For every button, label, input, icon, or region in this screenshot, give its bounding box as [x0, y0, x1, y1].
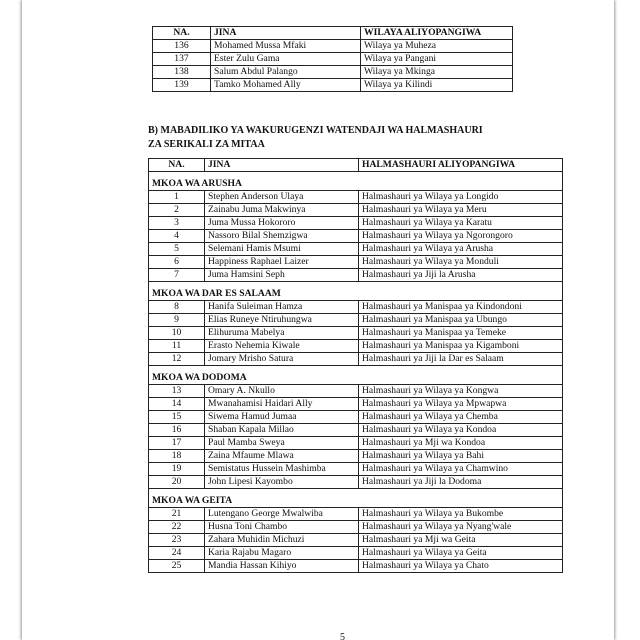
header-na: NA.	[149, 159, 205, 172]
cell-number: 13	[149, 385, 205, 398]
table-row	[149, 314, 563, 327]
table-row	[149, 560, 563, 573]
cell-name: Omary A. Nkullo	[205, 385, 359, 398]
cell-number: 3	[149, 217, 205, 230]
table-row	[149, 450, 563, 463]
cell-name: Zahara Muhidin Michuzi	[205, 534, 359, 547]
cell-halmashauri: Halmashauri ya Jiji la Arusha	[359, 269, 563, 282]
table-row	[153, 40, 513, 53]
cell-halmashauri: Halmashauri ya Wilaya ya Chamwino	[359, 463, 563, 476]
table-header-row	[153, 27, 513, 40]
cell-halmashauri: Halmashauri ya Jiji la Dar es Salaam	[359, 353, 563, 366]
table-row	[149, 385, 563, 398]
cell-number: 10	[149, 327, 205, 340]
header-jina: JINA	[205, 159, 359, 172]
table-row	[149, 204, 563, 217]
cell-wilaya: Wilaya ya Muheza	[361, 40, 513, 53]
table-row	[149, 269, 563, 282]
table-wilaya	[152, 26, 513, 92]
cell-number: 18	[149, 450, 205, 463]
table-row	[149, 521, 563, 534]
header-jina: JINA	[211, 27, 361, 40]
region-row	[149, 172, 563, 191]
table-row	[149, 217, 563, 230]
cell-name: Happiness Raphael Laizer	[205, 256, 359, 269]
cell-number: 8	[149, 301, 205, 314]
cell-number: 22	[149, 521, 205, 534]
header-halmashauri: HALMASHAURI ALIYOPANGIWA	[359, 159, 563, 172]
cell-number: 23	[149, 534, 205, 547]
region-heading: MKOA WA GEITA	[149, 489, 563, 508]
cell-name: Mwanahamisi Haidari Ally	[205, 398, 359, 411]
cell-name: John Lipesi Kayombo	[205, 476, 359, 489]
cell-halmashauri: Halmashauri ya Mji wa Kondoa	[359, 437, 563, 450]
cell-halmashauri: Halmashauri ya Manispaa ya Kigamboni	[359, 340, 563, 353]
cell-number: 24	[149, 547, 205, 560]
header-wilaya: WILAYA ALIYOPANGIWA	[361, 27, 513, 40]
table-row	[149, 411, 563, 424]
cell-name: Shaban Kapala Millao	[205, 424, 359, 437]
cell-halmashauri: Halmashauri ya Wilaya ya Kondoa	[359, 424, 563, 437]
cell-name: Nassoro Bilal Shemzigwa	[205, 230, 359, 243]
cell-name: Juma Mussa Hokororo	[205, 217, 359, 230]
cell-number: 20	[149, 476, 205, 489]
cell-halmashauri: Halmashauri ya Wilaya ya Monduli	[359, 256, 563, 269]
cell-halmashauri: Halmashauri ya Jiji la Dodoma	[359, 476, 563, 489]
cell-number: 7	[149, 269, 205, 282]
table-row	[149, 508, 563, 521]
cell-name: Tamko Mohamed Ally	[211, 79, 361, 92]
cell-number: 16	[149, 424, 205, 437]
cell-name: Paul Mamba Sweya	[205, 437, 359, 450]
table-row	[149, 301, 563, 314]
cell-wilaya: Wilaya ya Kilindi	[361, 79, 513, 92]
cell-halmashauri: Halmashauri ya Wilaya ya Geita	[359, 547, 563, 560]
table-row	[153, 79, 513, 92]
cell-halmashauri: Halmashauri ya Manispaa ya Kindondoni	[359, 301, 563, 314]
cell-name: Lutengano George Mwalwiba	[205, 508, 359, 521]
table-row	[149, 547, 563, 560]
cell-number: 11	[149, 340, 205, 353]
cell-halmashauri: Halmashauri ya Wilaya ya Nyang'wale	[359, 521, 563, 534]
table-row	[149, 340, 563, 353]
table-row	[149, 191, 563, 204]
table-row	[149, 230, 563, 243]
table-row	[153, 53, 513, 66]
cell-halmashauri: Halmashauri ya Wilaya ya Bahi	[359, 450, 563, 463]
table-row	[149, 243, 563, 256]
table-row	[149, 353, 563, 366]
cell-number: 136	[153, 40, 211, 53]
cell-halmashauri: Halmashauri ya Wilaya ya Meru	[359, 204, 563, 217]
cell-name: Zaina Mfaume Mlawa	[205, 450, 359, 463]
table-row	[149, 327, 563, 340]
table-halmashauri	[148, 158, 563, 573]
cell-name: Ester Zulu Gama	[211, 53, 361, 66]
cell-name: Zainabu Juma Makwinya	[205, 204, 359, 217]
cell-name: Hanifa Suleiman Hamza	[205, 301, 359, 314]
table-row	[149, 424, 563, 437]
cell-halmashauri: Halmashauri ya Manispaa ya Ubungo	[359, 314, 563, 327]
cell-name: Stephen Anderson Ulaya	[205, 191, 359, 204]
region-heading: MKOA WA ARUSHA	[149, 172, 563, 191]
section-heading-b	[148, 124, 483, 152]
cell-number: 138	[153, 66, 211, 79]
cell-halmashauri: Halmashauri ya Wilaya ya Chemba	[359, 411, 563, 424]
table-row	[149, 398, 563, 411]
section-heading-line-1: B) MABADILIKO YA WAKURUGENZI WATENDAJI WA HALMASHAURI	[148, 125, 483, 136]
table-row	[149, 437, 563, 450]
cell-name: Juma Hamsini Seph	[205, 269, 359, 282]
cell-halmashauri: Halmashauri ya Wilaya ya Mpwapwa	[359, 398, 563, 411]
cell-number: 17	[149, 437, 205, 450]
table-row	[149, 256, 563, 269]
cell-number: 12	[149, 353, 205, 366]
table-row	[149, 463, 563, 476]
region-row	[149, 282, 563, 301]
cell-number: 139	[153, 79, 211, 92]
cell-number: 1	[149, 191, 205, 204]
cell-halmashauri: Halmashauri ya Wilaya ya Chato	[359, 560, 563, 573]
table-row	[149, 476, 563, 489]
table-row	[149, 534, 563, 547]
document-page	[22, 0, 614, 640]
region-row	[149, 366, 563, 385]
page-number: 5	[340, 632, 345, 640]
cell-name: Husna Toni Chambo	[205, 521, 359, 534]
cell-name: Karia Rajabu Magaro	[205, 547, 359, 560]
region-heading: MKOA WA DAR ES SALAAM	[149, 282, 563, 301]
cell-name: Salum Abdul Palango	[211, 66, 361, 79]
region-row	[149, 489, 563, 508]
cell-number: 14	[149, 398, 205, 411]
cell-number: 15	[149, 411, 205, 424]
table-header-row	[149, 159, 563, 172]
cell-halmashauri: Halmashauri ya Wilaya ya Arusha	[359, 243, 563, 256]
region-heading: MKOA WA DODOMA	[149, 366, 563, 385]
cell-number: 25	[149, 560, 205, 573]
cell-name: Semistatus Hussein Mashimba	[205, 463, 359, 476]
cell-name: Jomary Mrisho Satura	[205, 353, 359, 366]
cell-halmashauri: Halmashauri ya Mji wa Geita	[359, 534, 563, 547]
cell-name: Siwema Hamud Jumaa	[205, 411, 359, 424]
cell-halmashauri: Halmashauri ya Wilaya ya Longido	[359, 191, 563, 204]
cell-wilaya: Wilaya ya Mkinga	[361, 66, 513, 79]
cell-wilaya: Wilaya ya Pangani	[361, 53, 513, 66]
section-heading-line-2: ZA SERIKALI ZA MITAA	[148, 139, 265, 150]
cell-number: 6	[149, 256, 205, 269]
cell-halmashauri: Halmashauri ya Wilaya ya Ngorongoro	[359, 230, 563, 243]
cell-number: 4	[149, 230, 205, 243]
cell-number: 5	[149, 243, 205, 256]
cell-name: Erasto Nehemia Kiwale	[205, 340, 359, 353]
cell-number: 137	[153, 53, 211, 66]
cell-name: Selemani Hamis Msumi	[205, 243, 359, 256]
cell-halmashauri: Halmashauri ya Wilaya ya Bukombe	[359, 508, 563, 521]
cell-halmashauri: Halmashauri ya Wilaya ya Karatu	[359, 217, 563, 230]
cell-number: 21	[149, 508, 205, 521]
table-row	[153, 66, 513, 79]
cell-halmashauri: Halmashauri ya Wilaya ya Kongwa	[359, 385, 563, 398]
cell-number: 2	[149, 204, 205, 217]
cell-name: Elias Runeye Ntiruhungwa	[205, 314, 359, 327]
cell-number: 19	[149, 463, 205, 476]
header-na: NA.	[153, 27, 211, 40]
cell-name: Elihuruma Mabelya	[205, 327, 359, 340]
cell-name: Mandia Hassan Kihiyo	[205, 560, 359, 573]
cell-number: 9	[149, 314, 205, 327]
cell-name: Mohamed Mussa Mfaki	[211, 40, 361, 53]
cell-halmashauri: Halmashauri ya Manispaa ya Temeke	[359, 327, 563, 340]
